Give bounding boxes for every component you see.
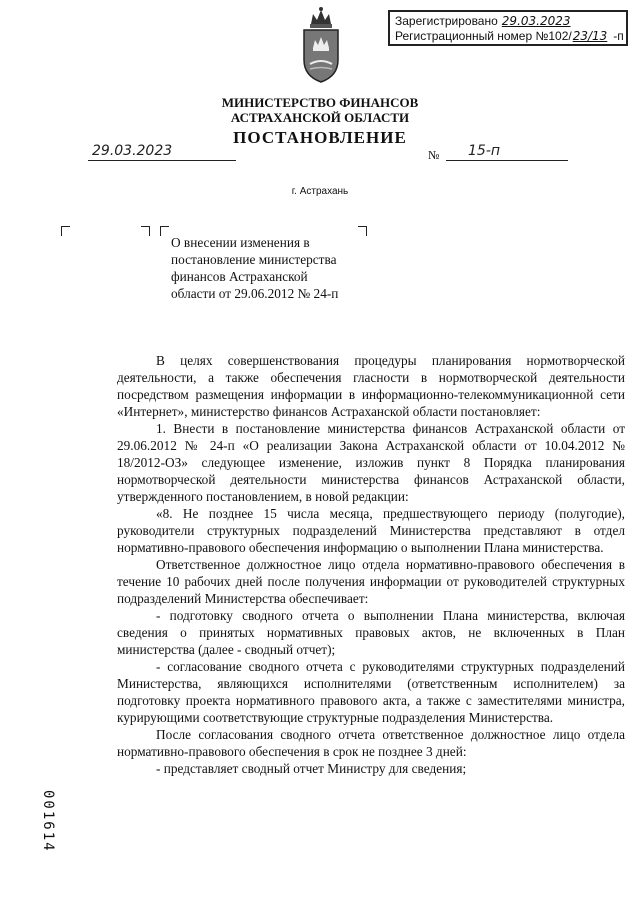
ministry-line-1: МИНИСТЕРСТВО ФИНАНСОВ	[221, 95, 419, 110]
body-paragraph: «8. Не позднее 15 числа месяца, предшествующего периоду (полугодие), руководители структурных подразделений Министерства представляют в отдел нормативно-правового обеспечения информацию о выполнении Плана министерства.	[117, 506, 625, 555]
subject-line: области от 29.06.2012 № 24-п	[171, 286, 339, 301]
registration-stamp	[388, 10, 628, 46]
number-handwritten: 15-п	[468, 143, 501, 159]
corner-bracket	[160, 226, 169, 236]
corner-bracket	[141, 226, 150, 236]
body-paragraph: В целях совершенствования процедуры планирования нормотворческой деятельности, а также обеспечения гласности в нормотворческой деятельности посредством размещения информации в информационно-телекоммуникационной сети «Интернет», министерство финансов Астраханской области постановляет:	[117, 353, 625, 419]
number-field	[446, 142, 568, 161]
coat-of-arms-icon	[296, 6, 346, 86]
body-paragraph: - представляет сводный отчет Министру для сведения;	[156, 761, 467, 776]
corner-bracket	[61, 226, 70, 236]
number-label: №	[428, 148, 440, 162]
registration-number-suffix: -п	[613, 29, 624, 43]
subject-line: постановление министерства	[171, 252, 337, 267]
date-handwritten: 29.03.2023	[92, 143, 173, 159]
subject-line: финансов Астраханской	[171, 269, 308, 284]
document-type: ПОСТАНОВЛЕНИЕ	[233, 128, 407, 147]
document-body	[117, 352, 625, 777]
document-subject	[171, 234, 362, 302]
body-paragraph: После согласования сводного отчета ответственное должностное лицо отдела нормативно-правового обеспечения в срок не позднее 3 дней:	[117, 727, 625, 759]
registered-label: Зарегистрировано	[395, 14, 498, 28]
registration-number-value: 23/13	[572, 29, 608, 43]
registered-date: 29.03.2023	[501, 14, 571, 28]
body-paragraph: - согласование сводного отчета с руководителями структурных подразделений Министерства, являющихся исполнителями (ответственным исполнителем) за подготовку проекта нормативного правового акта, а также с заместителями министра, курирующими соответствующие структурные подразделения Министерства.	[117, 659, 625, 725]
body-paragraph: 1. Внести в постановление министерства финансов Астраханской области от 29.06.2012 № 24-п «О реализации Закона Астраханской области от 10.04.2012 № 18/2012-ОЗ» следующее изменение, изложив пункт 8 Порядка планирования нормотворческой деятельности министерства финансов Астраханской области, утвержденного постановлением, в новой редакции:	[117, 421, 625, 504]
city: г. Астрахань	[291, 186, 349, 197]
body-paragraph: Ответственное должностное лицо отдела нормативно-правового обеспечения в течение 10 рабочих дней после получения информации от руководителей структурных подразделений Министерства обеспечивает:	[117, 557, 625, 606]
registration-number-label: Регистрационный номер №102/	[395, 29, 572, 43]
body-paragraph: - подготовку сводного отчета о выполнении Плана министерства, включая сведения о принятых нормативных правовых актов, не включенных в План министерства (далее - сводный отчет);	[117, 608, 625, 657]
date-field	[88, 142, 236, 161]
subject-line: О внесении изменения в	[171, 235, 310, 250]
ministry-line-2: АСТРАХАНСКОЙ ОБЛАСТИ	[230, 110, 410, 125]
archive-number: 001614	[40, 790, 56, 853]
ministry-name	[0, 95, 640, 125]
archive-number-stamp	[40, 790, 60, 860]
